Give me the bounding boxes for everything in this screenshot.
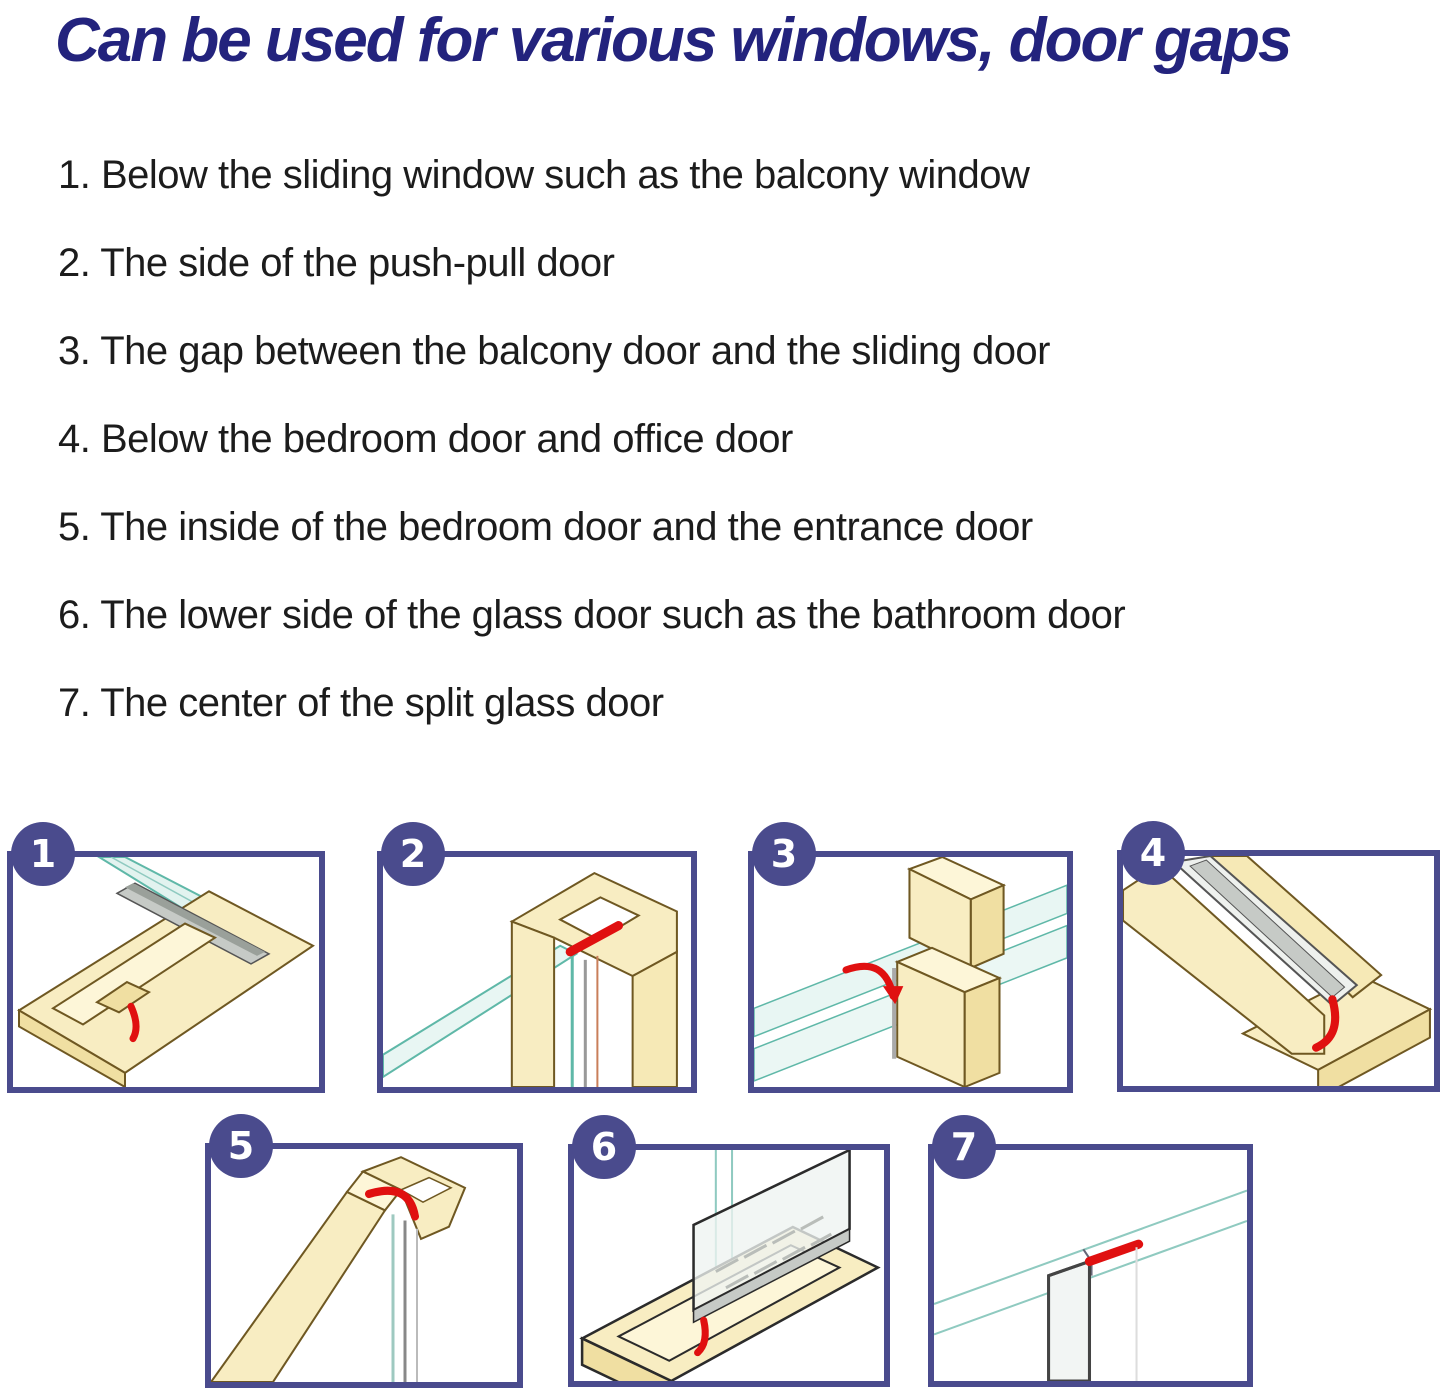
usage-list-item-2: 2. The side of the push-pull door <box>58 241 615 285</box>
panel-3-badge-number: 3 <box>770 832 798 876</box>
panel-7 <box>928 1125 1253 1387</box>
page-title: Can be used for various windows, door gaps <box>55 6 1291 75</box>
panel-1-badge <box>11 822 75 886</box>
panel-3-badge <box>752 822 816 886</box>
usage-list-item-1: 1. Below the sliding window such as the balcony window <box>58 153 1030 197</box>
usage-list-item-7: 7. The center of the split glass door <box>58 681 664 725</box>
panel-3 <box>748 832 1073 1093</box>
split-glass-door-center-illustration <box>934 1150 1247 1381</box>
usage-list <box>58 151 1388 767</box>
panel-7-badge-number: 7 <box>950 1125 978 1169</box>
usage-list-item-4: 4. Below the bedroom door and office door <box>58 417 793 461</box>
panel-4 <box>1117 831 1440 1092</box>
glass-door-lower-side-illustration <box>574 1150 884 1381</box>
usage-list-item-3: 3. The gap between the balcony door and the sliding door <box>58 329 1050 373</box>
panel-5-badge-number: 5 <box>227 1124 255 1168</box>
balcony-sliding-door-gap-illustration <box>754 857 1067 1087</box>
sliding-window-sill-track-illustration <box>13 857 319 1087</box>
door-inside-edge-illustration <box>211 1149 517 1382</box>
panel-4-badge-number: 4 <box>1139 831 1167 875</box>
panel-1-badge-number: 1 <box>29 832 57 876</box>
panel-6-badge <box>572 1115 636 1179</box>
panel-5-badge <box>209 1114 273 1178</box>
usage-list-item-5: 5. The inside of the bedroom door and the entrance door <box>58 505 1033 549</box>
usage-list-item-6: 6. The lower side of the glass door such as the bathroom door <box>58 593 1126 637</box>
panel-5 <box>205 1124 523 1388</box>
panel-1 <box>7 832 325 1093</box>
push-pull-door-side-illustration <box>383 857 691 1087</box>
panel-7-badge <box>932 1115 996 1179</box>
panel-4-badge <box>1121 821 1185 885</box>
panel-2 <box>377 832 697 1093</box>
panel-2-badge <box>381 822 445 886</box>
panel-6 <box>568 1125 890 1387</box>
door-bottom-seal-illustration <box>1123 856 1434 1086</box>
panel-2-badge-number: 2 <box>399 832 427 876</box>
panel-6-badge-number: 6 <box>590 1125 618 1169</box>
